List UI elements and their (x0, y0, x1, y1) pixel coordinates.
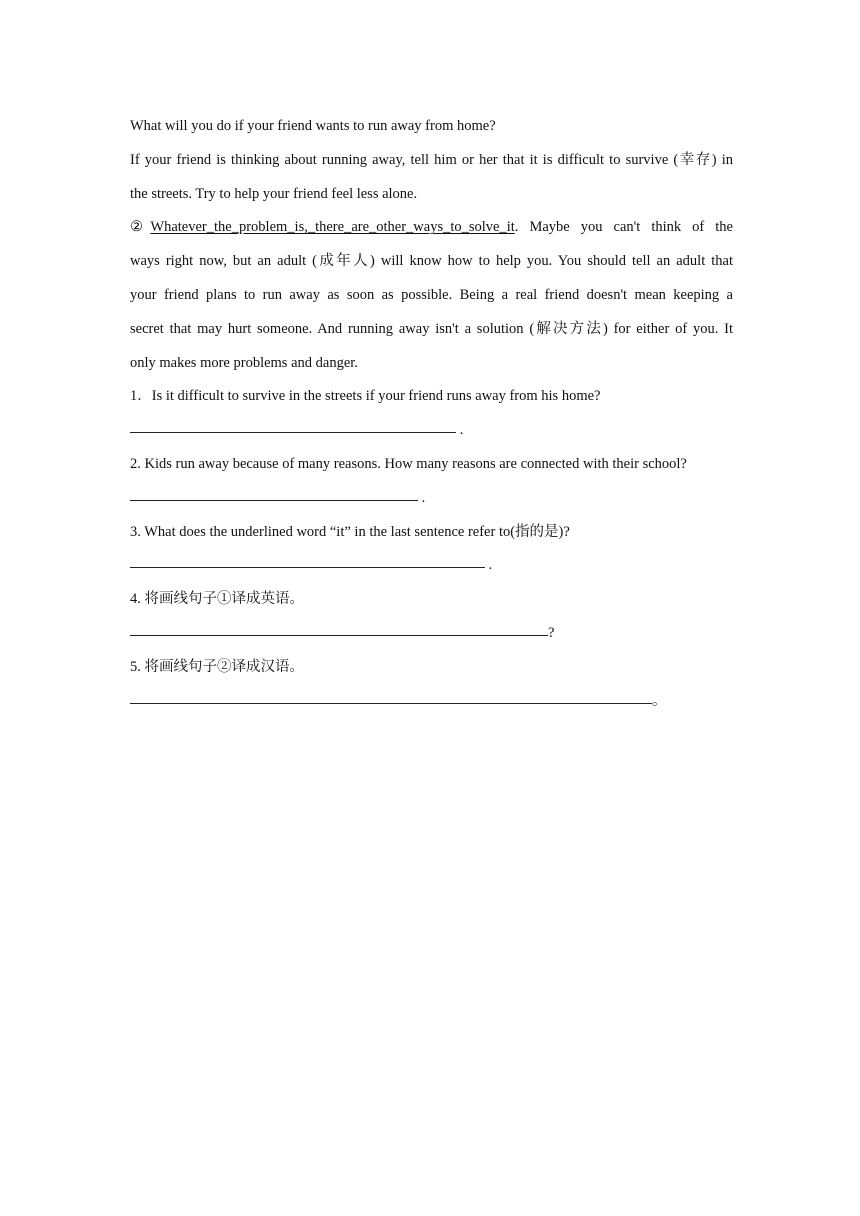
underlined-sentence-2: Whatever_the_problem_is,_there_are_other_ways_to_solve_it (150, 219, 515, 236)
answer-blank-5[interactable] (130, 685, 652, 704)
answer-line-3[interactable] (130, 549, 733, 583)
paragraph-1-line-1: If your friend is thinking about running away, tell him or her that it is difficult to survive (幸存) in (130, 151, 733, 168)
answer-blank-2[interactable] (130, 482, 418, 501)
answer-end-1: . (459, 422, 464, 439)
answer-end-5: 。 (652, 692, 667, 709)
paragraph-2-line-1 (130, 211, 733, 245)
answer-end-4: ? (548, 624, 555, 641)
answer-end-2: . (421, 489, 426, 506)
question-5: 5. 将画线句子②译成汉语。 (130, 658, 304, 675)
answer-blank-4[interactable] (130, 617, 548, 636)
answer-line-5[interactable] (130, 685, 733, 719)
question-4: 4. 将画线句子①译成英语。 (130, 591, 304, 608)
answer-blank-3[interactable] (130, 549, 485, 568)
circled-marker-2: ② (130, 219, 151, 236)
paragraph-2 (130, 211, 733, 380)
answer-line-4[interactable] (130, 617, 733, 651)
paragraph-2-line-5: only makes more problems and danger. (130, 354, 358, 371)
answer-line-1[interactable] (130, 414, 733, 448)
question-3: 3. What does the underlined word “it” in the last sentence refer to(指的是)? (130, 523, 570, 540)
paragraph-1-line-2: the streets. Try to help your friend feel less alone. (130, 185, 418, 202)
passage-question-line: What will you do if your friend wants to run away from home? (130, 118, 496, 134)
paragraph-2-line-3: your friend plans to run away as soon as possible. Being a real friend doesn't mean keeping a (130, 286, 733, 303)
question-2: 2. Kids run away because of many reasons. How many reasons are connected with their school? (130, 455, 687, 472)
answer-end-3: . (488, 557, 493, 574)
paragraph-2-line-1-rest: . Maybe you can't think of the (514, 219, 733, 236)
paragraph-2-line-2: ways right now, but an adult (成年人) will know how to help you. You should tell an adult that (130, 253, 733, 270)
answer-line-2[interactable] (130, 482, 733, 516)
paragraph-1 (130, 144, 733, 212)
paragraph-2-line-4: secret that may hurt someone. And running away isn't a solution (解决方法) for either of you. It (130, 320, 733, 337)
answer-blank-1[interactable] (130, 414, 456, 433)
reading-passage (130, 110, 733, 718)
question-1: 1．Is it difficult to survive in the streets if your friend runs away from his home? (130, 388, 601, 405)
